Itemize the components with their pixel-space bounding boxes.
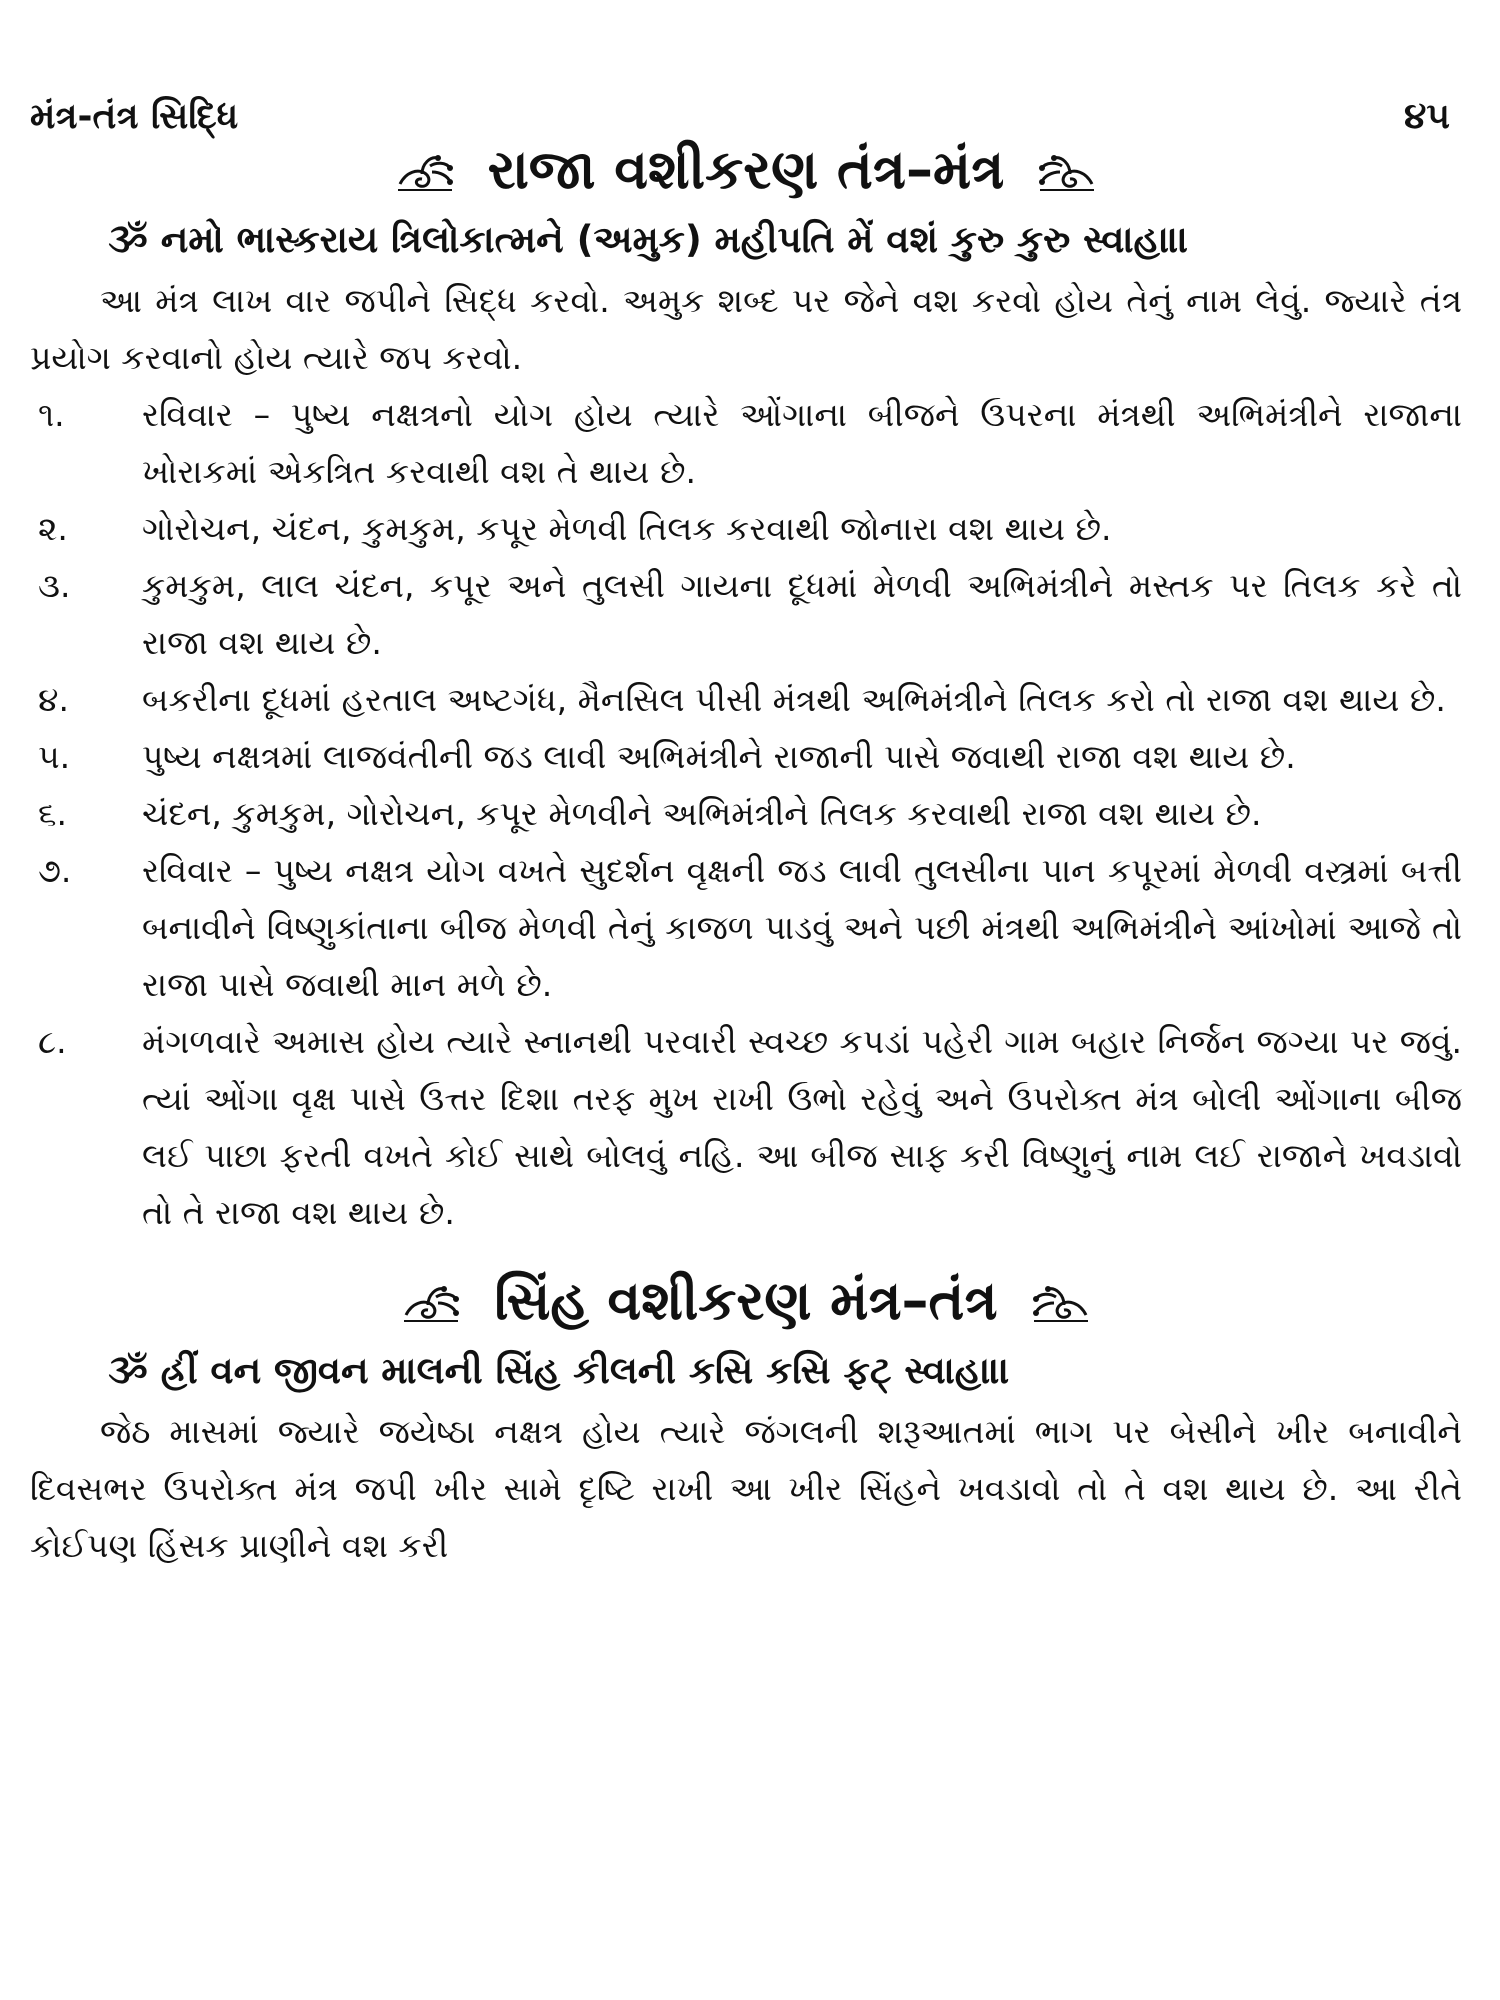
floral-ornament-icon <box>398 1275 464 1327</box>
list-item <box>30 557 1462 671</box>
running-header <box>30 0 1462 137</box>
item-text: રવિવાર – પુષ્ય નક્ષત્ર યોગ વખતે સુદર્શન વૃક્ષની જડ લાવી તુલસીના પાન કપૂરમાં મેળવી વસ્ત્રમાં બત્તી બનાવીને વિષ્ણુકાંતાના બીજ મેળવી તેનું કાજળ પાડવું અને પછી મંત્રથી અભિમંત્રીને આંખોમાં આજે તો રાજા પાસે જવાથી માન મળે છે. <box>142 851 1462 1004</box>
section-heading-raja <box>30 132 1462 208</box>
item-text: ચંદન, કુમકુમ, ગોરોચન, કપૂર મેળવીને અભિમંત્રીને તિલક કરવાથી રાજા વશ થાય છે. <box>142 794 1262 833</box>
item-text: ગોરોચન, ચંદન, કુમકુમ, કપૂર મેળવી તિલક કરવાથી જોનારા વશ થાય છે. <box>142 509 1112 548</box>
list-item <box>30 842 1462 1013</box>
item-number: ૮. <box>38 1022 67 1061</box>
list-item <box>30 1013 1462 1241</box>
body-paragraph: જેઠ માસમાં જ્યારે જયેષ્ઠા નક્ષત્ર હોય ત્યારે જંગલની શરૂઆતમાં ભાગ પર બેસીને ખીર બનાવીને દિવસભર ઉપરોક્ત મંત્ર જપી ખીર સામે દૃષ્ટિ રાખી આ ખીર સિંહને ખવડાવો તો તે વશ થાય છે. આ રીતે કોઈપણ હિંસક પ્રાણીને વશ કરી <box>30 1412 1462 1565</box>
item-text: મંગળવારે અમાસ હોય ત્યારે સ્નાનથી પરવારી સ્વચ્છ કપડાં પહેરી ગામ બહાર નિર્જન જગ્યા પર જવું. ત્યાં ઓંગા વૃક્ષ પાસે ઉત્તર દિશા તરફ મુખ રાખી ઉભો રહેવું અને ઉપરોક્ત મંત્ર બોલી ઓંગાના બીજ લઈ પાછા ફરતી વખતે કોઈ સાથે બોલવું નહિ. આ બીજ સાફ કરી વિષ્ણુનું નામ લઈ રાજાને ખવડાવો તો તે રાજા વશ થાય છે. <box>142 1022 1462 1232</box>
list-item <box>30 785 1462 842</box>
book-title: મંત્ર-તંત્ર સિદ્ધિ <box>30 96 239 137</box>
item-text: કુમકુમ, લાલ ચંદન, કપૂર અને તુલસી ગાયના દૂધમાં મેળવી અભિમંત્રીને મસ્તક પર તિલક કરે તો રાજા વશ થાય છે. <box>142 566 1462 662</box>
remedy-list <box>30 386 1462 1241</box>
list-item <box>30 671 1462 728</box>
floral-ornament-icon <box>1034 144 1100 196</box>
floral-ornament-icon <box>392 144 458 196</box>
mantra-sinh: ૐ હ્રીં વન જીવન માલની સિંહ કીલની કસિ કસિ ફટ્ સ્વાહા।। <box>108 1349 1010 1392</box>
item-number: ૭. <box>38 851 72 890</box>
list-item <box>30 500 1462 557</box>
item-number: ૬. <box>38 794 67 833</box>
section-heading-text: સિંહ વશીકરણ મંત્ર–તંત્ર <box>494 1269 998 1332</box>
item-number: ૨. <box>38 509 68 548</box>
list-item <box>30 386 1462 500</box>
page-number: ૪૫ <box>1404 96 1450 137</box>
item-text: બકરીના દૂધમાં હરતાલ અષ્ટગંધ, મૈનસિલ પીસી મંત્રથી અભિમંત્રીને તિલક કરો તો રાજા વશ થાય છે. <box>142 680 1446 719</box>
item-number: ૧. <box>38 395 65 434</box>
floral-ornament-icon <box>1028 1275 1094 1327</box>
section-heading-sinh <box>30 1263 1462 1339</box>
item-number: ૪. <box>38 680 69 719</box>
item-number: ૫. <box>38 737 71 776</box>
section-heading-text: રાજા વશીકરણ તંત્ર–મંત્ર <box>487 138 1005 201</box>
list-item <box>30 728 1462 785</box>
item-number: ૩. <box>38 566 71 605</box>
item-text: રવિવાર – પુષ્ય નક્ષત્રનો યોગ હોય ત્યારે ઓંગાના બીજને ઉપરના મંત્રથી અભિમંત્રીને રાજાના ખોરાકમાં એકત્રિત કરવાથી વશ તે થાય છે. <box>142 395 1462 491</box>
mantra-raja: ૐ નમો ભાસ્કરાય ત્રિલોકાત્મને (અમુક) મહીપતિ મેં વશં કુરુ કુરુ સ્વાહા।। <box>108 218 1189 261</box>
intro-paragraph: આ મંત્ર લાખ વાર જપીને સિદ્ધ કરવો. અમુક શબ્દ પર જેને વશ કરવો હોય તેનું નામ લેવું. જ્યારે તંત્ર પ્રયોગ કરવાનો હોય ત્યારે જપ કરવો. <box>30 281 1462 377</box>
item-text: પુષ્ય નક્ષત્રમાં લાજવંતીની જડ લાવી અભિમંત્રીને રાજાની પાસે જવાથી રાજા વશ થાય છે. <box>142 737 1296 776</box>
